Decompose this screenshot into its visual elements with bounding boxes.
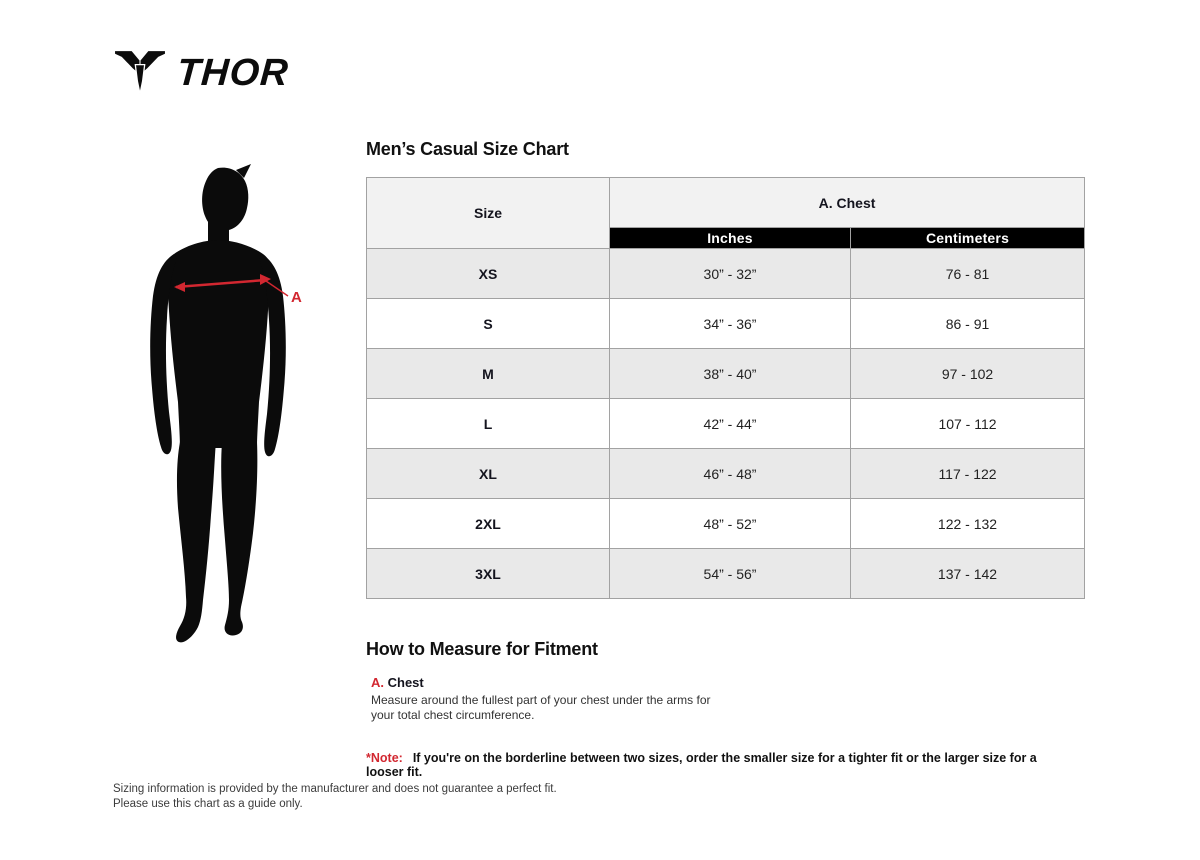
note-text: If you're on the borderline between two sizes, order the smaller size for a tighter fit or the larger size for a looser fit. <box>366 751 1037 779</box>
disclaimer-line1: Sizing information is provided by the manufacturer and does not guarantee a perfect fit. <box>113 783 557 795</box>
measure-label-letter: A. <box>371 675 384 690</box>
male-silhouette <box>150 164 286 642</box>
measure-label <box>371 675 424 690</box>
cm-cell: 117 - 122 <box>851 449 1085 499</box>
size-cell: 2XL <box>367 499 610 549</box>
column-subheader-centimeters: Centimeters <box>851 228 1085 249</box>
inches-cell: 42” - 44” <box>610 399 851 449</box>
inches-cell: 48” - 52” <box>610 499 851 549</box>
table-row <box>367 499 1085 549</box>
inches-cell: 46” - 48” <box>610 449 851 499</box>
size-cell: XL <box>367 449 610 499</box>
table-row <box>367 249 1085 299</box>
cm-cell: 86 - 91 <box>851 299 1085 349</box>
measure-description: Measure around the fullest part of your chest under the arms for your total chest circumference. <box>371 693 711 722</box>
column-header-size: Size <box>367 178 610 249</box>
cm-cell: 107 - 112 <box>851 399 1085 449</box>
inches-cell: 34” - 36” <box>610 299 851 349</box>
table-row <box>367 299 1085 349</box>
cm-cell: 76 - 81 <box>851 249 1085 299</box>
chest-annotation-label: A <box>291 289 302 306</box>
size-cell: XS <box>367 249 610 299</box>
inches-cell: 54” - 56” <box>610 549 851 599</box>
measure-label-name: Chest <box>387 675 424 690</box>
column-header-chest: A. Chest <box>610 178 1085 228</box>
inches-cell: 30” - 32” <box>610 249 851 299</box>
inches-cell: 38” - 40” <box>610 349 851 399</box>
table-row <box>367 549 1085 599</box>
fit-note <box>366 751 1066 779</box>
brand-wordmark: THOR <box>175 52 291 94</box>
table-row <box>367 449 1085 499</box>
column-subheader-inches: Inches <box>610 228 851 249</box>
note-prefix: *Note: <box>366 751 403 765</box>
table-header-row <box>367 178 1085 228</box>
size-cell: S <box>367 299 610 349</box>
cm-cell: 122 - 132 <box>851 499 1085 549</box>
size-chart-title: Men’s Casual Size Chart <box>366 139 569 159</box>
brand-logo <box>114 50 289 97</box>
table-row <box>367 399 1085 449</box>
cm-cell: 137 - 142 <box>851 549 1085 599</box>
size-cell: M <box>367 349 610 399</box>
thor-horns-icon <box>114 50 166 97</box>
measure-heading: How to Measure for Fitment <box>366 639 598 659</box>
cm-cell: 97 - 102 <box>851 349 1085 399</box>
size-cell: L <box>367 399 610 449</box>
size-cell: 3XL <box>367 549 610 599</box>
male-silhouette-figure <box>130 150 360 660</box>
size-chart-table <box>366 177 1085 599</box>
disclaimer-line2: Please use this chart as a guide only. <box>113 797 303 810</box>
disclaimer <box>113 782 557 811</box>
table-row <box>367 349 1085 399</box>
